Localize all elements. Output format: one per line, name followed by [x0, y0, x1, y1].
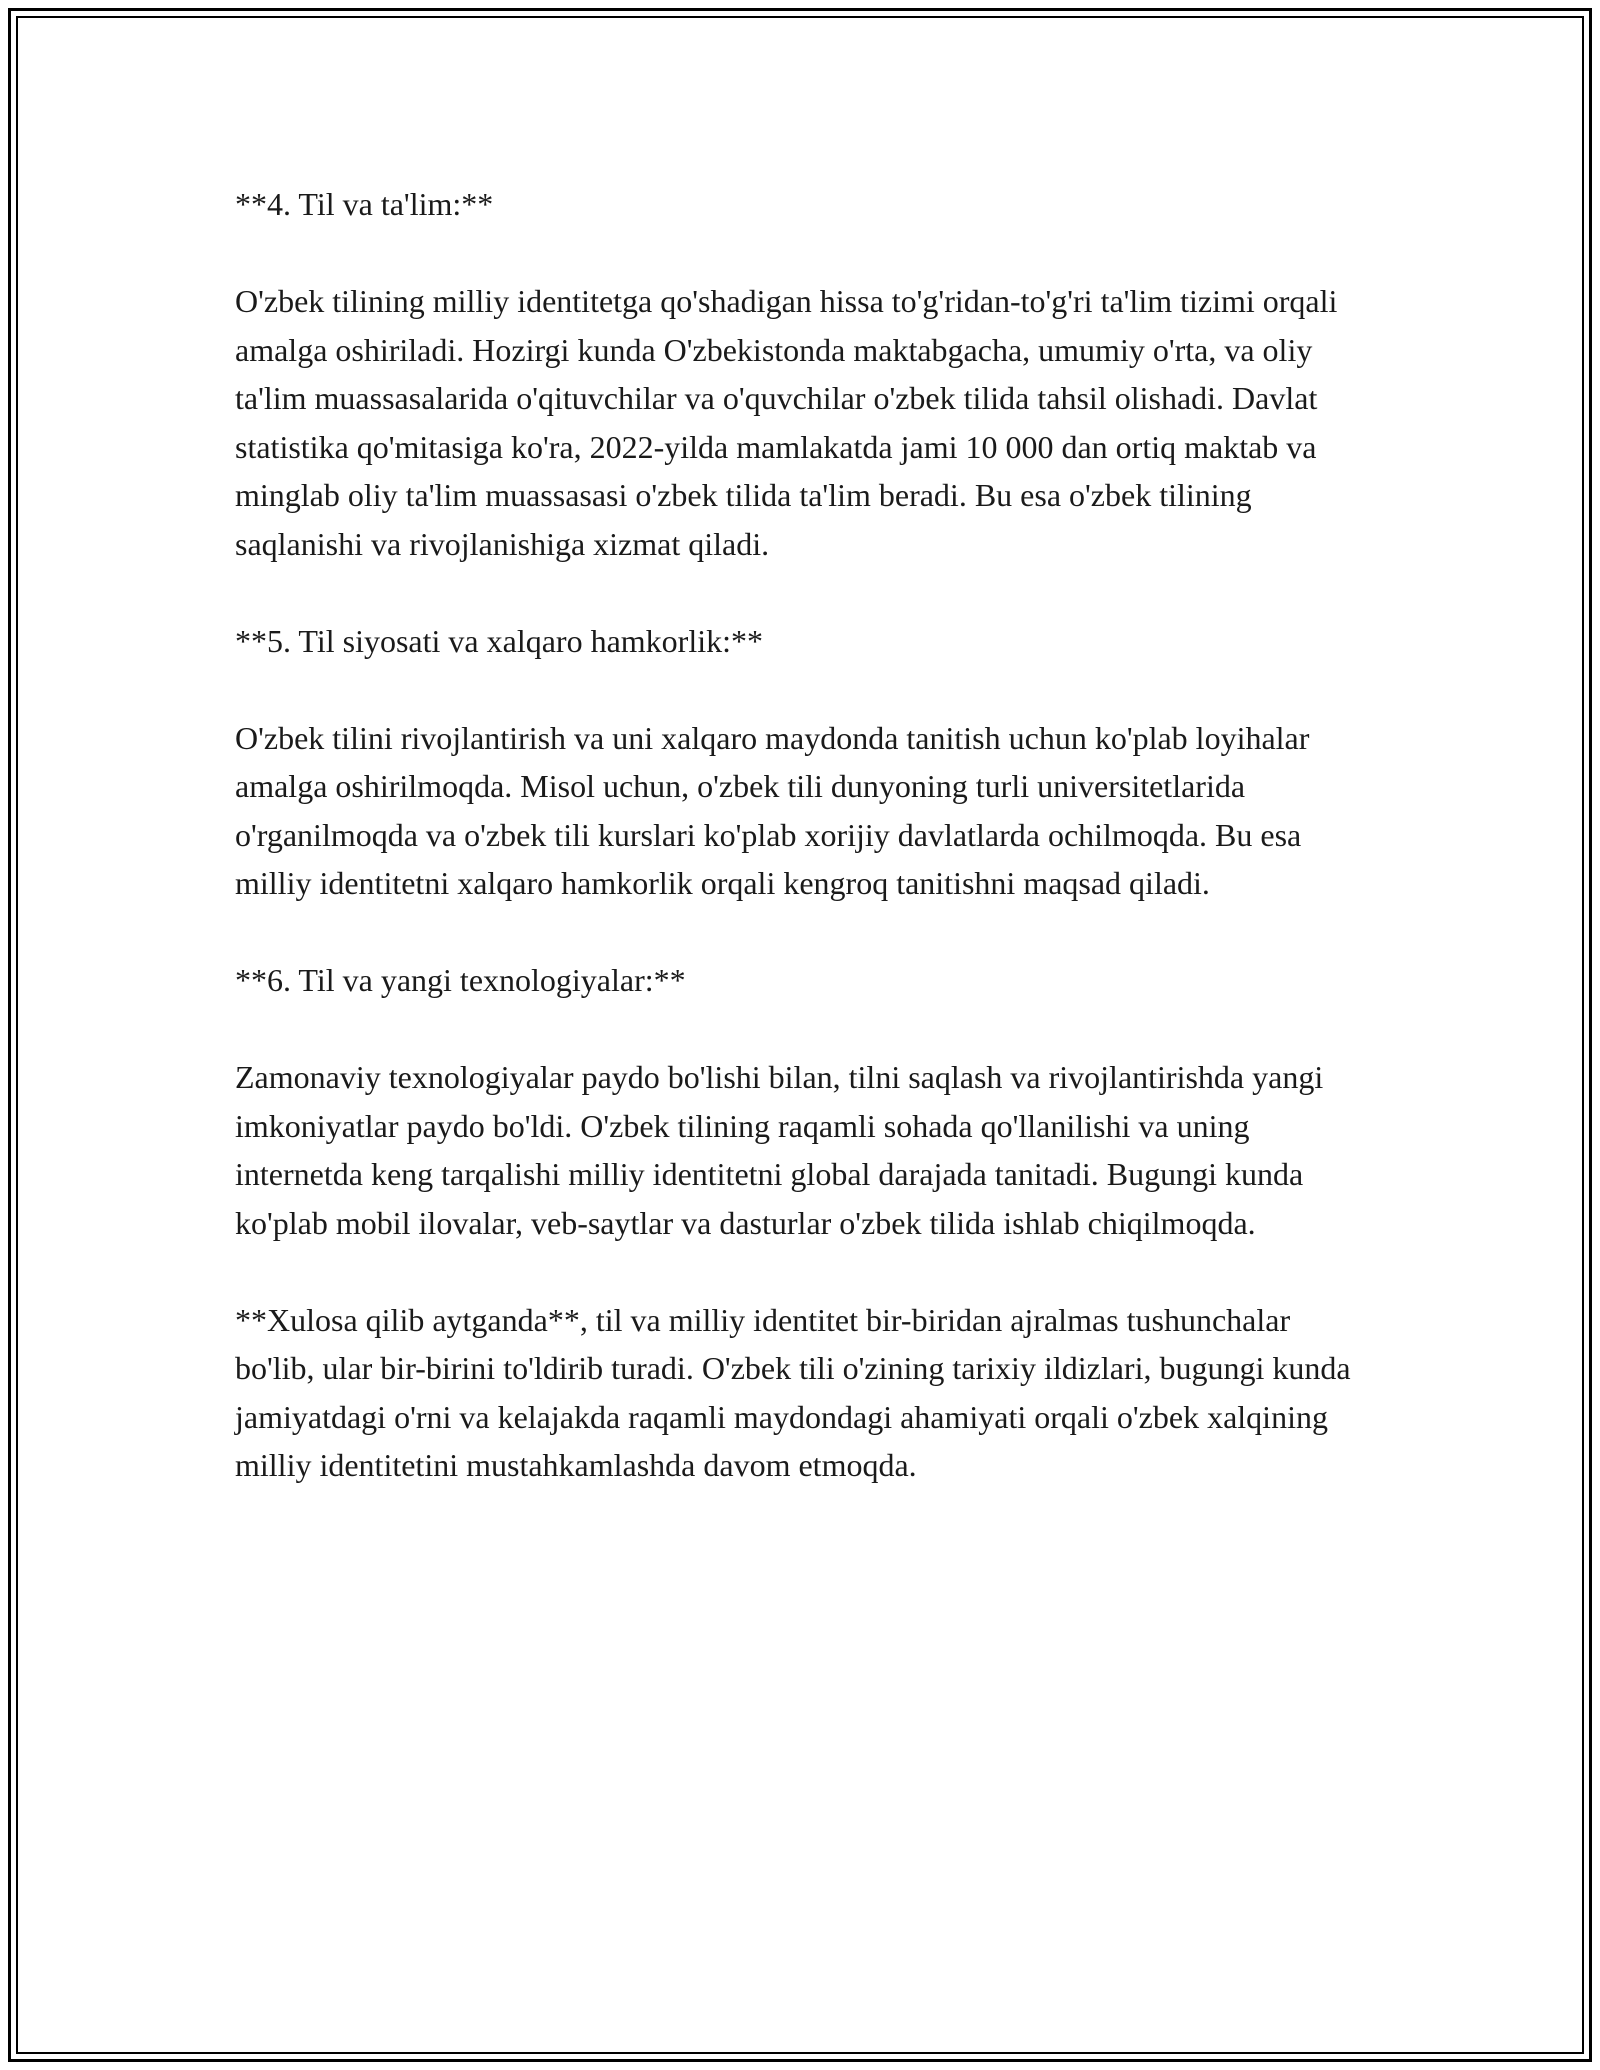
paragraph-til-siyosati: O'zbek tilini rivojlantirish va uni xalqaro maydonda tanitish uchun ko'plab loyihalar amalga oshirilmoqda. Misol uchun, o'zbek tili dunyoning turli universitetlarida o'rganilmoqda va o'zbek tili kurslari ko'plab xorijiy davlatlarda ochilmoqda. Bu esa milliy identitetni xalqaro hamkorlik orqali kengroq tanitishni maqsad qiladi.	[235, 719, 1310, 901]
document-body	[235, 180, 1365, 1538]
section-heading-til-siyosati: **5. Til siyosati va xalqaro hamkorlik:**	[235, 622, 763, 659]
paragraph-texnologiyalar: Zamonaviy texnologiyalar paydo bo'lishi bilan, tilni saqlash va rivojlantirishda yangi imkoniyatlar paydo bo'ldi. O'zbek tilining raqamli sohada qo'llanilishi va uning internetda keng tarqalishi milliy identitetni global darajada tanitadi. Bugungi kunda ko'plab mobil ilovalar, veb-saytlar va dasturlar o'zbek tilida ishlab chiqilmoqda.	[235, 1059, 1324, 1241]
paragraph-talim: O'zbek tilining milliy identitetga qo'shadigan hissa to'g'ridan-to'g'ri ta'lim tizimi orqali amalga oshiriladi. Hozirgi kunda O'zbekistonda maktabgacha, umumiy o'rta, va oliy ta'lim muassasalarida o'qituvchilar va o'quvchilar o'zbek tilida tahsil olishadi. Davlat statistika qo'mitasiga ko'ra, 2022-yilda mamlakatda jami 10 000 dan ortiq maktab va minglab oliy ta'lim muassasasi o'zbek tilida ta'lim beradi. Bu esa o'zbek tilining saqlanishi va rivojlanishiga xizmat qiladi.	[235, 283, 1338, 562]
paragraph-xulosa: **Xulosa qilib aytganda**, til va milliy identitet bir-biridan ajralmas tushunchalar bo'lib, ular bir-birini to'ldirib turadi. O'zbek tili o'zining tarixiy ildizlari, bugungi kunda jamiyatdagi o'rni va kelajakda raqamli maydondagi ahamiyati orqali o'zbek xalqining milliy identitetini mustahkamlashda davom etmoqda.	[235, 1301, 1351, 1483]
section-heading-til-va-talim: **4. Til va ta'lim:**	[235, 186, 494, 222]
section-heading-texnologiyalar: **6. Til va yangi texnologiyalar:**	[235, 962, 686, 998]
